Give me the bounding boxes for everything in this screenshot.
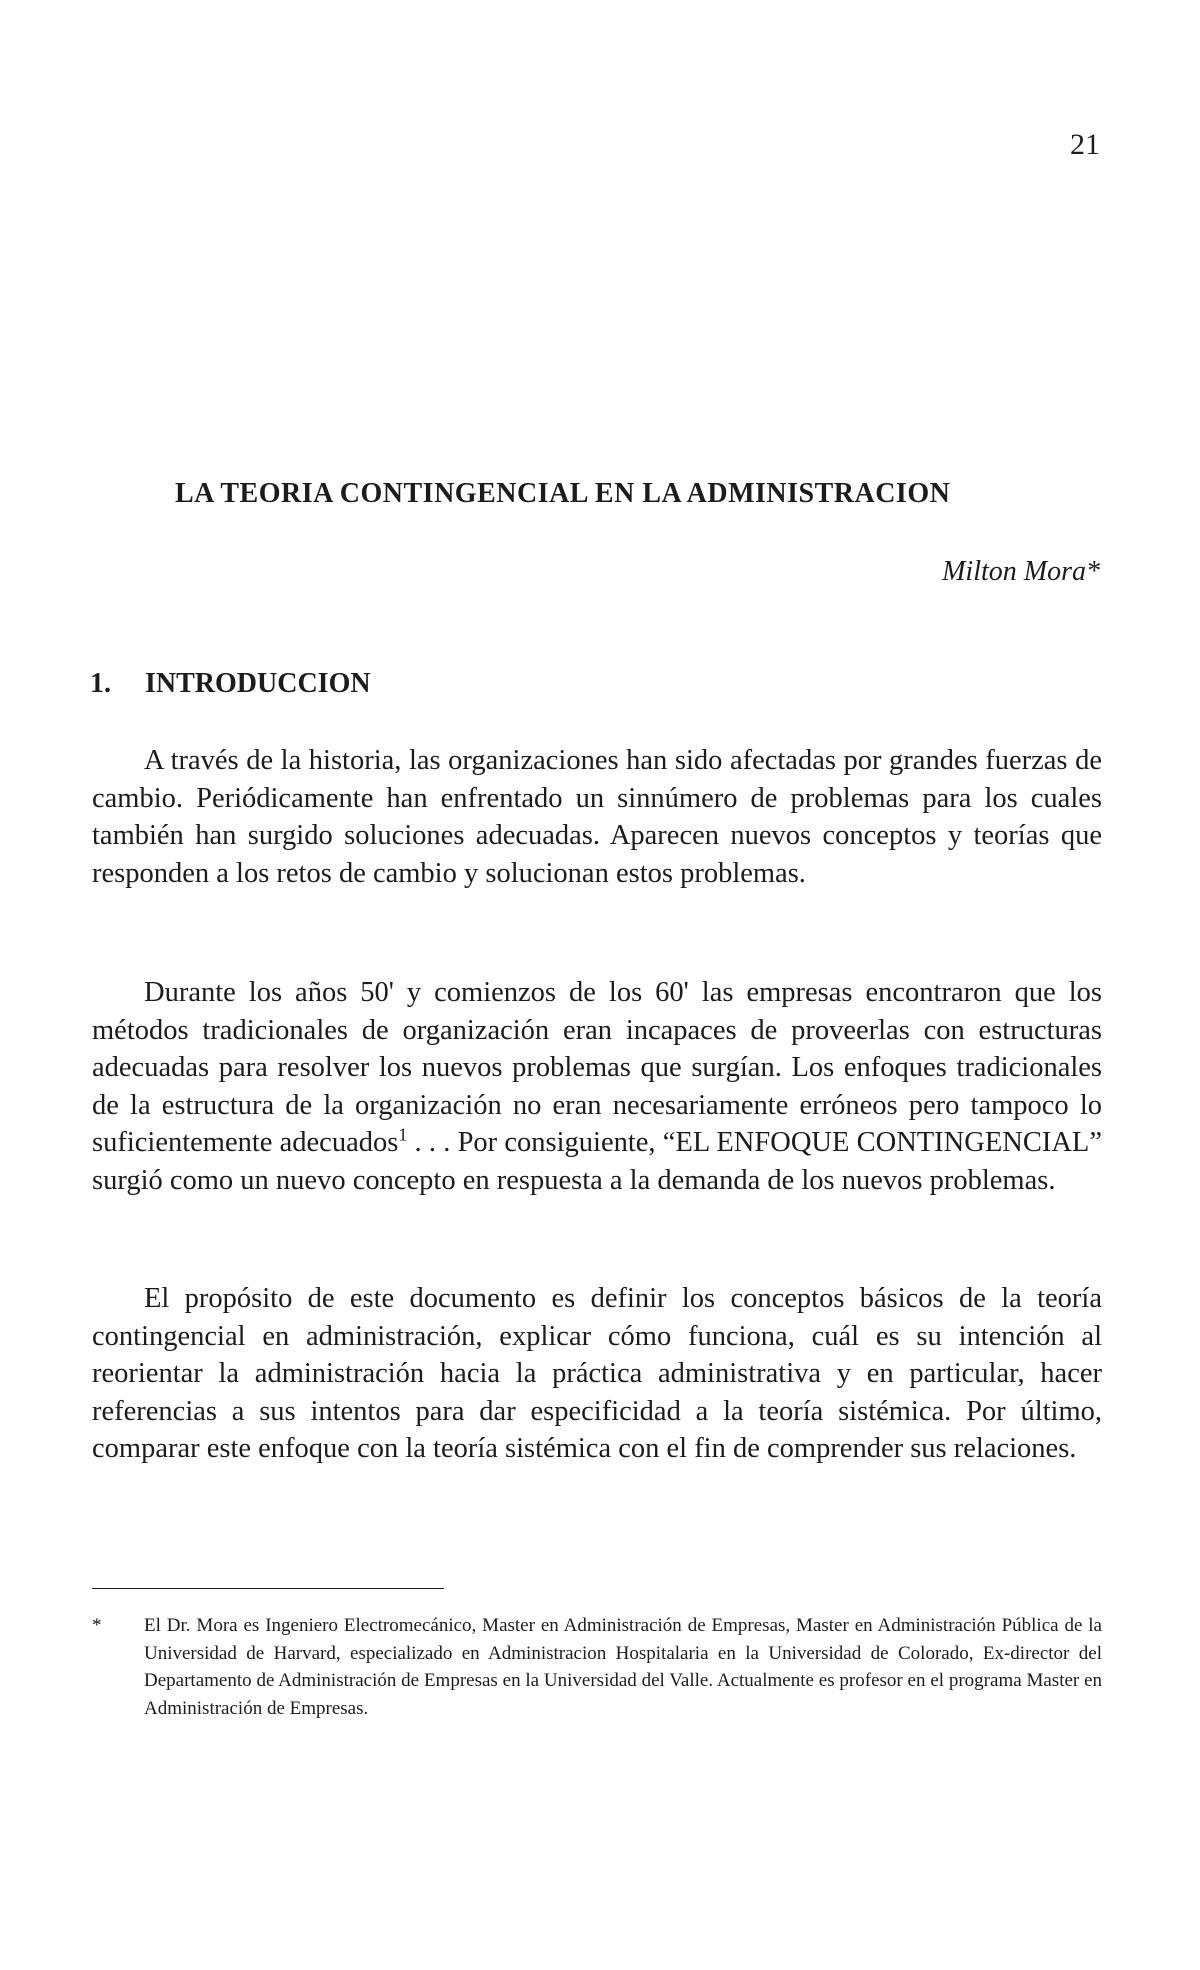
paragraph-3: El propósito de este documento es definir los conceptos básicos de la teoría contingencial en administración, explicar cómo funciona, cuál es su intención al reorientar la administración hacia la práctica administrativa y en particular, hacer referencias a sus intentos para dar especificidad a la teoría sistémica. Por último, comparar este enfoque con la teoría sistémica con el fin de comprender sus relaciones. bbox=[92, 1283, 1102, 1464]
paragraph-2-text-start: Durante los años 50' y comienzos de los 60' las empresas encontraron que los métodos tradicionales de organización eran incapaces de proveerlas con estructuras adecuadas para resolver los nuevos problemas que surgían. Los enfoques tradicionales de la estructura de la organización no eran necesariamente erróneos pero tampoco lo suficientemente adecuados bbox=[92, 977, 1102, 1158]
footnote-text: El Dr. Mora es Ingeniero Electromecánico, Master en Administración de Empresas, Master en Administración Pública de la Universidad de Harvard, especializado en Administracion Hospitalaria en la Universidad de Colorado, Ex-director del Departamento de Administración de Empresas en la Universidad del Valle. Actualmente es profesor en el programa Master en Administración de Empresas. bbox=[144, 1615, 1102, 1719]
footnote-reference: 1 bbox=[398, 1124, 408, 1145]
section-number: 1. bbox=[90, 668, 111, 699]
paragraph-2-text-end: . . . Por consiguiente, “EL ENFOQUE CONTINGENCIAL” surgió como un nuevo concepto en respuesta a la demanda de los nuevos problemas. bbox=[92, 1127, 1102, 1196]
paragraph-1: A través de la historia, las organizaciones han sido afectadas por grandes fuerzas de cambio. Periódicamente han enfrentado un sinnúmero de problemas para los cuales también han surgido soluciones adecuadas. Aparecen nuevos conceptos y teorías que responden a los retos de cambio y solucionan estos problemas. bbox=[92, 745, 1102, 889]
footnote bbox=[92, 1612, 1102, 1722]
footnote-divider bbox=[92, 1588, 444, 1589]
footnote-marker: * bbox=[92, 1615, 102, 1636]
page-number: 21 bbox=[1070, 128, 1100, 161]
section-heading bbox=[90, 668, 371, 700]
section-title: INTRODUCCION bbox=[145, 668, 371, 699]
article-title: LA TEORIA CONTINGENCIAL EN LA ADMINISTRACION bbox=[175, 478, 951, 509]
article-author: Milton Mora* bbox=[942, 556, 1100, 587]
paragraph-2 bbox=[92, 974, 1102, 1199]
